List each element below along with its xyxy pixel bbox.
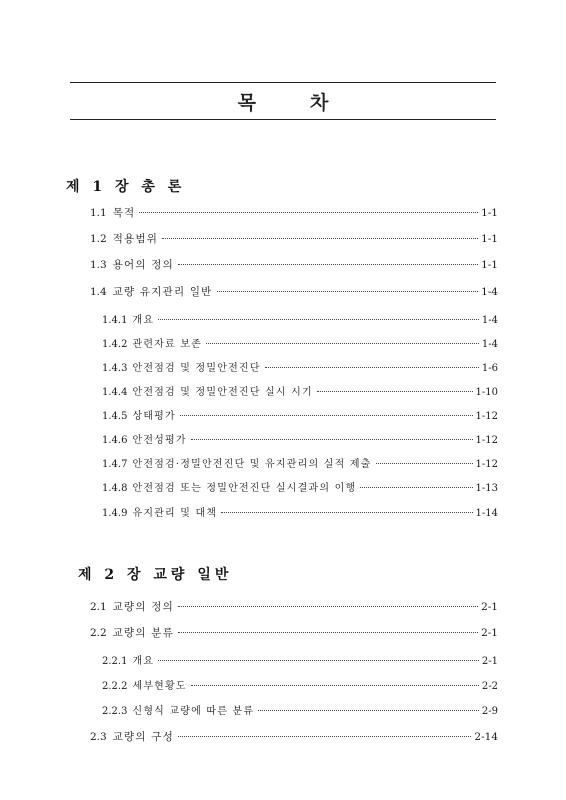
entry-number: 2.2 bbox=[90, 627, 107, 639]
entry-number: 1.4.5 bbox=[102, 411, 128, 422]
entry-page: 2-14 bbox=[474, 731, 498, 743]
leader-dots bbox=[178, 632, 478, 633]
toc-entry[interactable] bbox=[90, 231, 498, 246]
toc-entry[interactable] bbox=[90, 284, 498, 299]
entry-title: 안전점검 및 정밀안전진단 bbox=[132, 363, 261, 374]
entry-page: 1-13 bbox=[475, 483, 498, 494]
entry-number: 1.4.7 bbox=[102, 459, 128, 470]
toc-subentry[interactable] bbox=[102, 479, 498, 494]
toc-subentry[interactable] bbox=[102, 311, 498, 326]
entry-page: 1-10 bbox=[475, 387, 498, 398]
entry-number: 2.2.3 bbox=[102, 706, 128, 717]
leader-dots bbox=[178, 264, 478, 265]
chapter-heading: 제 1 장 총 론 bbox=[66, 179, 186, 195]
entry-page: 2-2 bbox=[481, 681, 498, 692]
entry-page: 1-12 bbox=[475, 435, 498, 446]
document-title: 목차 bbox=[237, 92, 383, 114]
toc-subentry[interactable] bbox=[102, 431, 498, 446]
toc-entry[interactable] bbox=[90, 257, 498, 272]
entry-title: 용어의 정의 bbox=[112, 259, 174, 271]
toc-subentry[interactable] bbox=[102, 677, 498, 692]
entry-title: 안전점검 및 정밀안전진단 실시 시기 bbox=[132, 387, 313, 398]
entry-page: 1-1 bbox=[481, 207, 498, 219]
entry-page: 1-12 bbox=[475, 459, 498, 470]
top-rule bbox=[70, 82, 496, 83]
leader-dots bbox=[158, 319, 479, 320]
entry-page: 2-1 bbox=[481, 601, 498, 613]
leader-dots bbox=[317, 391, 473, 392]
entry-number: 1.4.3 bbox=[102, 363, 128, 374]
leader-dots bbox=[376, 463, 473, 464]
toc-subentry[interactable] bbox=[102, 455, 498, 470]
toc-entry[interactable] bbox=[90, 625, 498, 640]
entry-title: 관련자료 보존 bbox=[132, 339, 202, 350]
leader-dots bbox=[217, 291, 479, 292]
entry-title: 교량의 구성 bbox=[112, 731, 174, 743]
toc-subentry[interactable] bbox=[102, 407, 498, 422]
entry-title: 세부현황도 bbox=[132, 681, 187, 692]
entry-title: 안전점검·정밀안전진단 및 유지관리의 실적 제출 bbox=[132, 459, 372, 470]
entry-page: 1-4 bbox=[481, 339, 498, 350]
entry-title: 적용범위 bbox=[112, 233, 159, 245]
entry-title: 교량의 정의 bbox=[112, 601, 174, 613]
chapter-heading: 제 2 장 교량 일반 bbox=[78, 567, 233, 583]
entry-page: 1-12 bbox=[475, 411, 498, 422]
leader-dots bbox=[191, 439, 473, 440]
leader-dots bbox=[221, 512, 472, 513]
toc-entry[interactable] bbox=[90, 729, 498, 744]
entry-title: 상태평가 bbox=[132, 411, 176, 422]
entry-number: 1.4.2 bbox=[102, 339, 128, 350]
toc-subentry[interactable] bbox=[102, 359, 498, 374]
toc-subentry[interactable] bbox=[102, 702, 498, 717]
leader-dots bbox=[178, 606, 478, 607]
entry-title: 신형식 교량에 따른 분류 bbox=[132, 706, 255, 717]
entry-number: 1.4.1 bbox=[102, 315, 128, 326]
toc-subentry[interactable] bbox=[102, 335, 498, 350]
leader-dots bbox=[191, 685, 479, 686]
leader-dots bbox=[206, 343, 479, 344]
toc-subentry[interactable] bbox=[102, 652, 498, 667]
entry-page: 2-9 bbox=[481, 706, 498, 717]
entry-page: 1-1 bbox=[481, 233, 498, 245]
entry-number: 2.2.1 bbox=[102, 656, 128, 667]
leader-dots bbox=[162, 238, 478, 239]
leader-dots bbox=[360, 487, 472, 488]
entry-title: 안전성평가 bbox=[132, 435, 187, 446]
entry-page: 1-4 bbox=[481, 315, 498, 326]
leader-dots bbox=[258, 710, 479, 711]
entry-title: 안전점검 또는 정밀안전진단 실시결과의 이행 bbox=[132, 483, 357, 494]
entry-title: 개요 bbox=[132, 315, 155, 326]
entry-title: 목적 bbox=[112, 207, 136, 219]
entry-number: 1.2 bbox=[90, 233, 107, 245]
entry-number: 1.4.8 bbox=[102, 483, 128, 494]
toc-subentry[interactable] bbox=[102, 383, 498, 398]
leader-dots bbox=[158, 660, 479, 661]
entry-number: 1.1 bbox=[90, 207, 107, 219]
entry-number: 2.1 bbox=[90, 601, 107, 613]
entry-number: 1.4.9 bbox=[102, 508, 128, 519]
entry-number: 1.4 bbox=[90, 286, 107, 298]
entry-number: 2.3 bbox=[90, 731, 107, 743]
bottom-rule bbox=[70, 119, 496, 120]
leader-dots bbox=[180, 415, 473, 416]
toc-entry[interactable] bbox=[90, 599, 498, 614]
toc-subentry[interactable] bbox=[102, 504, 498, 519]
leader-dots bbox=[265, 367, 479, 368]
entry-number: 2.2.2 bbox=[102, 681, 128, 692]
entry-page: 1-6 bbox=[481, 363, 498, 374]
entry-page: 1-14 bbox=[475, 508, 498, 519]
leader-dots bbox=[139, 212, 478, 213]
entry-page: 2-1 bbox=[481, 627, 498, 639]
entry-number: 1.3 bbox=[90, 259, 107, 271]
entry-number: 1.4.6 bbox=[102, 435, 128, 446]
entry-number: 1.4.4 bbox=[102, 387, 128, 398]
leader-dots bbox=[178, 736, 471, 737]
entry-page: 1-1 bbox=[481, 259, 498, 271]
entry-title: 교량의 분류 bbox=[112, 627, 174, 639]
entry-title: 교량 유지관리 일반 bbox=[112, 286, 213, 298]
toc-entry[interactable] bbox=[90, 205, 498, 220]
entry-title: 개요 bbox=[132, 656, 155, 667]
entry-page: 2-1 bbox=[481, 656, 498, 667]
entry-title: 유지관리 및 대책 bbox=[132, 508, 218, 519]
entry-page: 1-4 bbox=[481, 286, 498, 298]
